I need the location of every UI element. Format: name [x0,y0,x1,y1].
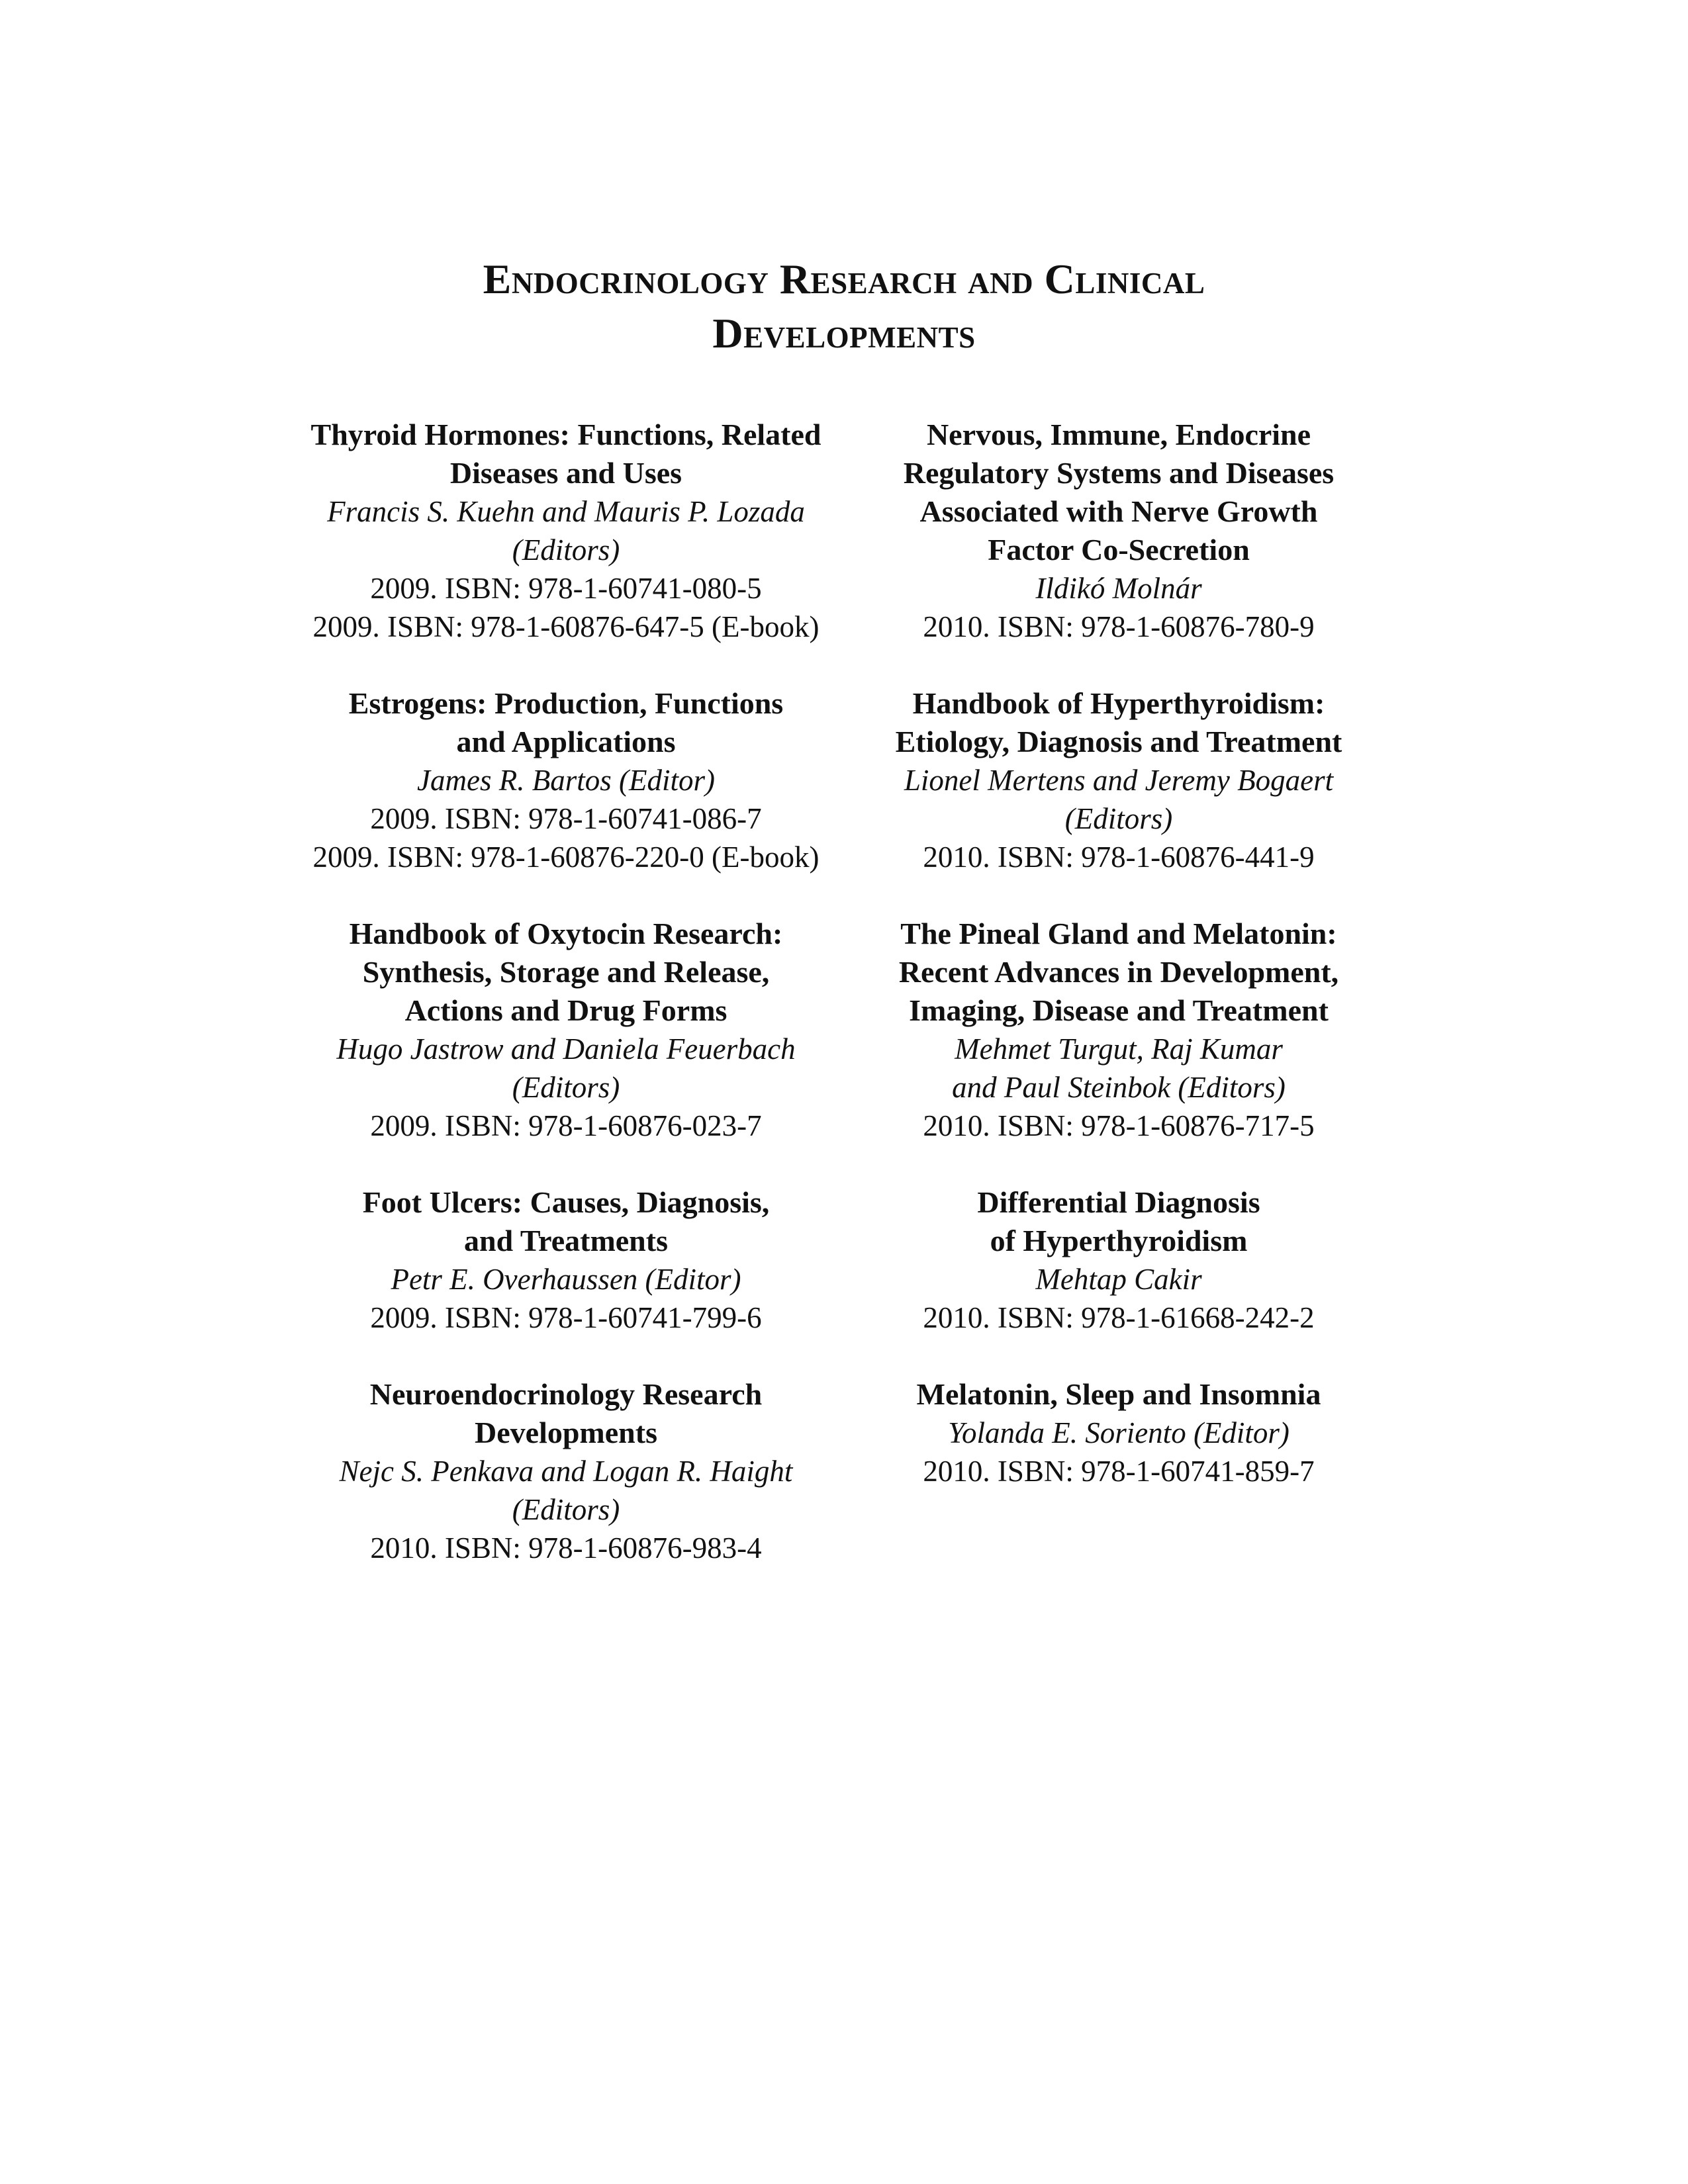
book-editors [268,1260,864,1298]
book-entry [821,1375,1417,1490]
left-book-column [268,416,864,1567]
book-title [268,684,864,761]
book-isbns [268,799,864,876]
book-title-line: The Pineal Gland and Melatonin: [900,917,1337,950]
book-title-line: Developments [475,1416,657,1449]
book-title-line: Neuroendocrinology Research [369,1377,763,1411]
book-entry [268,416,864,646]
book-editors-line: Petr E. Overhaussen (Editor) [391,1263,741,1296]
book-title [821,915,1417,1030]
book-entry [821,1183,1417,1337]
book-editors-line: James R. Bartos (Editor) [417,764,715,797]
book-isbn-line: 2009. ISBN: 978-1-60741-080-5 [370,572,762,605]
book-entry [268,915,864,1145]
book-title-line: Synthesis, Storage and Release, [362,955,770,989]
book-editors [268,761,864,799]
book-entry [821,915,1417,1145]
book-title-line: Thyroid Hormones: Functions, Related [310,418,821,451]
book-title [268,1183,864,1260]
book-editors-line: Francis S. Kuehn and Mauris P. Lozada [327,495,805,528]
book-title-line: and Treatments [464,1224,668,1257]
page-title [0,252,1688,361]
book-title [268,1375,864,1452]
book-entry [821,416,1417,646]
book-title-line: Recent Advances in Development, [898,955,1339,989]
book-editors-line: and Paul Steinbok (Editors) [952,1071,1286,1104]
book-isbns [821,608,1417,646]
book-title-line: Regulatory Systems and Diseases [903,456,1335,490]
book-title-line: Estrogens: Production, Functions [348,686,784,720]
book-editors [821,1414,1417,1452]
book-title [821,1375,1417,1414]
book-editors [268,492,864,569]
book-isbns [268,1298,864,1337]
right-book-column [821,416,1417,1490]
book-isbn-line: 2009. ISBN: 978-1-60876-220-0 (E-book) [312,841,820,874]
book-title-line: Handbook of Hyperthyroidism: [912,686,1325,720]
book-isbn-line: 2009. ISBN: 978-1-60741-086-7 [370,802,762,835]
book-title-line: Diseases and Uses [449,456,682,490]
book-editors-line: (Editors) [512,1493,620,1526]
book-editors-line: (Editors) [512,1071,620,1104]
book-title-line: Imaging, Disease and Treatment [909,993,1329,1027]
book-editors-line: (Editors) [1064,802,1173,835]
book-isbn-line: 2009. ISBN: 978-1-60876-023-7 [370,1109,762,1142]
book-editors [821,1260,1417,1298]
book-title-line: Associated with Nerve Growth [919,494,1318,528]
book-isbns [821,1107,1417,1145]
book-isbn-line: 2010. ISBN: 978-1-60876-717-5 [923,1109,1315,1142]
book-editors-line: Yolanda E. Soriento (Editor) [948,1416,1289,1449]
book-isbn-line: 2009. ISBN: 978-1-60741-799-6 [370,1301,762,1334]
book-editors-line: Lionel Mertens and Jeremy Bogaert [904,764,1334,797]
book-title [268,915,864,1030]
book-editors [821,761,1417,838]
book-isbns [268,1529,864,1567]
book-isbns [821,1298,1417,1337]
book-editors-line: Mehmet Turgut, Raj Kumar [955,1032,1283,1066]
book-title-line: of Hyperthyroidism [990,1224,1248,1257]
book-isbns [268,1107,864,1145]
page-title-line: Endocrinology Research and Clinical [483,255,1205,302]
book-title-line: Melatonin, Sleep and Insomnia [916,1377,1321,1411]
book-editors [268,1030,864,1107]
book-editors-line: Mehtap Cakir [1035,1263,1202,1296]
book-entry [821,684,1417,876]
book-title-line: Nervous, Immune, Endocrine [926,418,1311,451]
book-isbns [821,838,1417,876]
book-editors [821,569,1417,608]
book-entry [268,1183,864,1337]
book-title [821,684,1417,761]
book-title [821,1183,1417,1260]
book-editors-line: Hugo Jastrow and Daniela Feuerbach [336,1032,796,1066]
book-isbn-line: 2010. ISBN: 978-1-60876-441-9 [923,841,1315,874]
book-editors-line: (Editors) [512,533,620,567]
book-editors [268,1452,864,1529]
book-isbn-line: 2010. ISBN: 978-1-61668-242-2 [923,1301,1315,1334]
book-title-line: Etiology, Diagnosis and Treatment [895,725,1342,758]
book-title-line: Handbook of Oxytocin Research: [349,917,783,950]
book-title-line: Foot Ulcers: Causes, Diagnosis, [362,1185,770,1219]
book-entry [268,1375,864,1567]
book-isbn-line: 2010. ISBN: 978-1-60876-780-9 [923,610,1315,643]
book-title-line: Differential Diagnosis [977,1185,1260,1219]
book-editors [821,1030,1417,1107]
book-isbns [821,1452,1417,1490]
book-editors-line: Nejc S. Penkava and Logan R. Haight [339,1455,793,1488]
book-title [268,416,864,492]
book-isbn-line: 2010. ISBN: 978-1-60741-859-7 [923,1455,1315,1488]
book-title-line: and Applications [456,725,676,758]
book-title-line: Factor Co-Secretion [988,533,1250,567]
book-editors-line: Ildikó Molnár [1035,572,1202,605]
book-title-line: Actions and Drug Forms [404,993,727,1027]
book-isbn-line: 2010. ISBN: 978-1-60876-983-4 [370,1531,762,1565]
book-isbns [268,569,864,646]
book-title [821,416,1417,569]
book-isbn-line: 2009. ISBN: 978-1-60876-647-5 (E-book) [312,610,820,643]
book-entry [268,684,864,876]
page-title-line: Developments [712,309,976,357]
